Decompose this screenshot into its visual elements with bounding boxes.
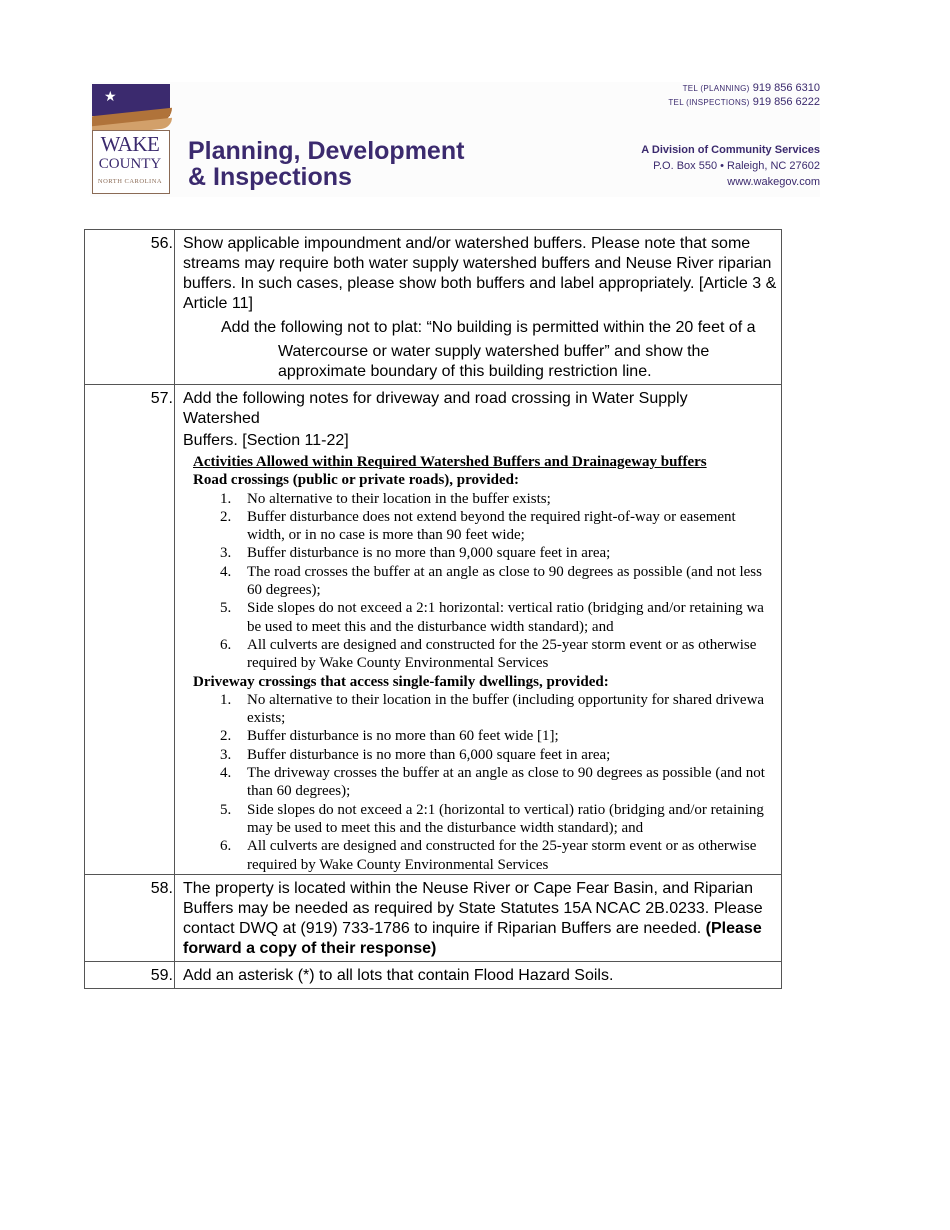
mailing-address: P.O. Box 550 • Raleigh, NC 27602 — [653, 160, 820, 172]
list-number: 6. — [220, 636, 232, 653]
list-number: 5. — [220, 801, 232, 818]
list-text: width, or in no case is more than 90 feet wide; — [247, 527, 525, 544]
list-text: All culverts are designed and constructed for the 25-year storm event or as otherwise — [247, 838, 757, 855]
item-56-body — [175, 230, 782, 385]
website: www.wakegov.com — [727, 176, 820, 188]
item-57-line1: Add the following notes for driveway and road crossing in Water Supply Watershed — [183, 390, 688, 427]
list-item — [183, 709, 781, 727]
list-item — [183, 837, 781, 855]
list-text: Buffer disturbance does not extend beyond the required right-of-way or easement — [247, 508, 736, 525]
list-text: Buffer disturbance is no more than 60 feet wide [1]; — [247, 728, 559, 745]
list-text: than 60 degrees); — [247, 783, 351, 800]
list-text: All culverts are designed and constructed for the 25-year storm event or as otherwise — [247, 636, 757, 653]
list-item — [183, 856, 781, 874]
list-item — [183, 801, 781, 819]
item-57-line2: Buffers. [Section 11-22] — [183, 432, 349, 449]
department-name: Planning, Development & Inspections — [188, 137, 465, 191]
driveway-crossings-list — [183, 691, 781, 874]
item-number: 56. — [85, 230, 175, 385]
list-text: Buffer disturbance is no more than 6,000 square feet in area; — [247, 746, 611, 763]
list-text: The driveway crosses the buffer at an angle as close to 90 degrees as possible (and not — [247, 765, 765, 782]
list-number: 3. — [220, 746, 232, 763]
list-item — [183, 782, 781, 800]
list-item — [183, 636, 781, 654]
list-number: 4. — [220, 765, 232, 782]
tel-planning: TEL (PLANNING) 919 856 6310 — [682, 82, 820, 94]
tel-inspections: TEL (INSPECTIONS) 919 856 6222 — [668, 96, 820, 108]
list-item — [183, 490, 781, 508]
logo-state-text: NORTH CAROLINA — [97, 178, 163, 185]
list-number: 1. — [220, 490, 232, 507]
list-item — [183, 654, 781, 672]
activities-title: Activities Allowed within Required Watershed Buffers and Drainageway buffers — [193, 454, 707, 470]
road-crossings-list — [183, 490, 781, 673]
item-number: 59. — [85, 961, 175, 988]
table-row — [85, 230, 782, 385]
list-text: The road crosses the buffer at an angle as close to 90 degrees as possible (and not less — [247, 563, 762, 580]
item-56-note1: Add the following not to plat: “No building is permitted within the 20 feet of a — [221, 319, 756, 336]
list-item — [183, 508, 781, 526]
list-number: 5. — [220, 600, 232, 617]
list-text: be used to meet this and the disturbance width standard); and — [247, 618, 614, 635]
list-number: 6. — [220, 838, 232, 855]
list-text: Side slopes do not exceed a 2:1 (horizontal to vertical) ratio (bridging and/or retaining — [247, 801, 764, 818]
list-text: 60 degrees); — [247, 582, 321, 599]
list-text: required by Wake County Environmental Services — [247, 655, 549, 672]
list-item — [183, 544, 781, 562]
list-text: Side slopes do not exceed a 2:1 horizontal: vertical ratio (bridging and/or retaining wa — [247, 600, 764, 617]
item-56-text: Show applicable impoundment and/or watershed buffers. Please note that some streams may require both water supply watershed buffers and Neuse River riparian buffers. In such cases, please show both buffers and label appropriately. [Article 3 & Article 11] — [183, 235, 777, 312]
list-item — [183, 727, 781, 745]
item-number: 58. — [85, 874, 175, 961]
list-item — [183, 599, 781, 617]
logo-county-text: COUNTY — [98, 156, 162, 172]
list-item — [183, 819, 781, 837]
item-58-text: The property is located within the Neuse River or Cape Fear Basin, and Riparian Buffers may be needed as required by State Statutes 15A NCAC 2B.0233. Please contact DWQ at (919) 733-1786 to inquire if Riparian Buffers are needed. — [183, 879, 763, 937]
list-item — [183, 764, 781, 782]
table-row — [85, 385, 782, 875]
table-row — [85, 874, 782, 961]
letterhead — [90, 82, 820, 197]
item-number: 57. — [85, 385, 175, 875]
list-item — [183, 746, 781, 764]
item-58-body — [175, 874, 782, 961]
driveway-crossings-heading: Driveway crossings that access single-family dwellings, provided: — [193, 673, 609, 690]
item-58-bold-note: (Please forward a copy of their response) — [183, 919, 762, 957]
list-text: may be used to meet this and the disturbance width standard); and — [247, 819, 644, 836]
list-text: required by Wake County Environmental Services — [247, 856, 549, 873]
list-text: Buffer disturbance is no more than 9,000 square feet in area; — [247, 545, 611, 562]
wake-county-logo — [90, 82, 170, 194]
item-57-body — [175, 385, 782, 875]
list-item — [183, 563, 781, 581]
item-56-note2: Watercourse or water supply watershed buffer” and show the approximate boundary of this building restriction line. — [278, 343, 710, 380]
list-item — [183, 526, 781, 544]
star-icon: ★ — [104, 88, 117, 104]
list-number: 1. — [220, 691, 232, 708]
road-crossings-heading: Road crossings (public or private roads), provided: — [193, 472, 520, 489]
list-item — [183, 618, 781, 636]
table-row — [85, 961, 782, 988]
watershed-notes — [183, 453, 781, 874]
list-item — [183, 691, 781, 709]
division-name: A Division of Community Services — [641, 144, 820, 156]
checklist-table — [84, 229, 782, 989]
list-text: No alternative to their location in the buffer (including opportunity for shared drivewa — [247, 691, 765, 708]
list-number: 4. — [220, 563, 232, 580]
logo-wake-text: WAKE — [100, 132, 160, 156]
item-59-text: Add an asterisk (*) to all lots that contain Flood Hazard Soils. — [175, 961, 782, 988]
list-number: 2. — [220, 728, 232, 745]
list-number: 3. — [220, 545, 232, 562]
list-number: 2. — [220, 508, 232, 525]
list-text: No alternative to their location in the buffer exists; — [247, 490, 551, 507]
list-item — [183, 581, 781, 599]
list-text: exists; — [247, 710, 286, 727]
